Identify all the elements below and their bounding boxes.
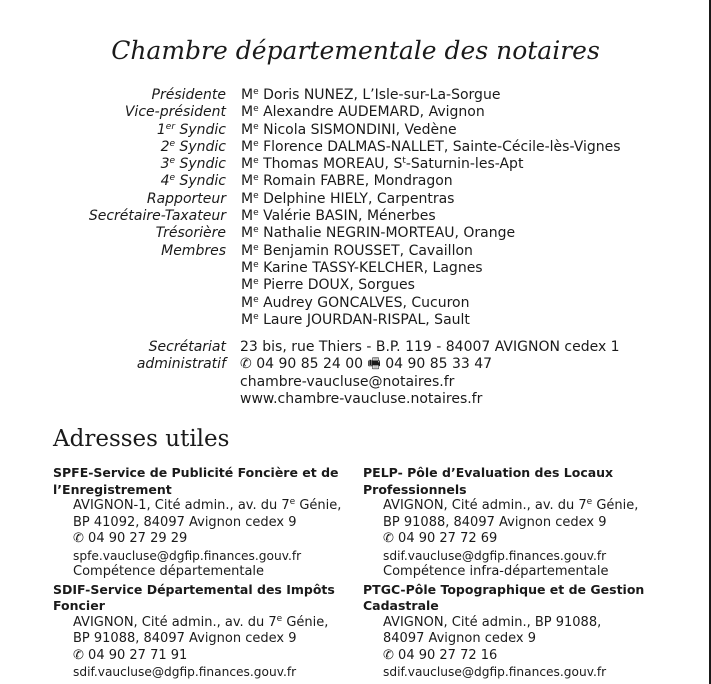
member-name: Me Pierre DOUX, Sorgues (241, 277, 415, 294)
phone-icon: ✆ (73, 531, 84, 546)
entry-address: BP 91088, 84097 Avignon cedex 9 (383, 514, 607, 530)
website-link[interactable]: www.chambre-vaucluse.notaires.fr (240, 390, 483, 407)
member-row (0, 260, 711, 277)
entry-address: BP 41092, 84097 Avignon cedex 9 (73, 514, 297, 530)
address-entry (363, 465, 663, 581)
page-title: Chambre départementale des notaires (111, 36, 600, 65)
member-name: Me Thomas MOREAU, $S^t-Saturnin-les$-Apt (241, 156, 524, 173)
secretariat-address: 23 bis, rue Thiers - B.P. 119 - 84007 AVIGNON cedex 1 (240, 339, 620, 355)
entry-title: SPFE-Service de Publicité Foncière et de l’Enregistrement (53, 465, 339, 497)
role-label: 4e Syndic (160, 173, 226, 190)
secretariat-row (0, 339, 711, 356)
member-name: Me Laure JOURDAN-RISPAL, Sault (241, 311, 470, 328)
role-label: Vice-président (124, 104, 226, 121)
member-name: Me Florence DALMAS-NALLET, Sainte-Cécile-lès-Vignes (241, 138, 621, 155)
member-row (0, 139, 711, 156)
entry-address: AVIGNON, Cité admin., BP 91088, (383, 614, 602, 630)
member-row (0, 295, 711, 312)
fax-icon: 🖷 (367, 356, 381, 373)
member-name: Me Audrey GONCALVES, Cucuron (241, 294, 470, 311)
address-entry (363, 582, 663, 681)
entry-note: Compétence infra-départementale (383, 564, 609, 579)
secretariat-row (0, 374, 711, 391)
entry-phone: ✆ 04 90 27 72 69 (383, 531, 498, 546)
secretariat-row (0, 391, 711, 408)
member-row (0, 208, 711, 225)
member-row (0, 312, 711, 329)
member-name: Me Karine TASSY-KELCHER, Lagnes (241, 259, 483, 276)
member-name: Me Alexandre AUDEMARD, Avignon (241, 104, 485, 121)
entry-phone: ✆ 04 90 27 72 16 (383, 647, 498, 663)
entry-email[interactable]: sdif.vaucluse@dgfip.finances.gouv.fr (383, 665, 607, 679)
member-row (0, 173, 711, 190)
role-label: 1er Syndic (156, 121, 226, 138)
entry-email[interactable]: sdif.vaucluse@dgfip.finances.gouv.fr (73, 665, 297, 679)
member-name: Me Romain FABRE, Mondragon (241, 173, 453, 190)
address-entry (53, 582, 353, 681)
member-row (0, 277, 711, 294)
member-row (0, 156, 711, 173)
role-label: Présidente (151, 87, 226, 103)
board-members-list (0, 87, 711, 329)
member-name: Me Nathalie NEGRIN-MORTEAU, Orange (241, 225, 516, 242)
addresses-right-column (363, 465, 663, 682)
entry-address: AVIGNON, Cité admin., av. du 7e Génie, (383, 497, 639, 513)
phone-icon: ✆ (73, 647, 84, 663)
entry-address: AVIGNON-1, Cité admin., av. du 7e Génie, (73, 497, 342, 513)
member-name: Me Delphine HIELY, Carpentras (241, 190, 455, 207)
entry-title: SDIF-Service Départemental des Impôts Foncier (53, 581, 335, 613)
entry-title: PTGC-Pôle Topographique et de Gestion Cadastrale (363, 581, 645, 613)
member-name: Me Valérie BASIN, Ménerbes (241, 208, 436, 225)
phone-icon: ✆ (383, 531, 394, 546)
member-row (0, 225, 711, 242)
secretariat-row (0, 356, 711, 373)
role-label: 3e Syndic (160, 156, 226, 173)
phone-number: 04 90 85 24 00 (256, 356, 364, 373)
secretariat-label: administratif (136, 356, 226, 373)
role-label: Trésorière (155, 225, 226, 242)
phone-icon: ✆ (383, 647, 394, 663)
secretariat-block (0, 339, 711, 408)
member-name: Me Doris NUNEZ, L’Isle-sur-La-Sorgue (241, 87, 501, 103)
fax-number: 04 90 85 33 47 (385, 356, 493, 373)
entry-phone: ✆ 04 90 27 29 29 (73, 531, 188, 546)
role-label: Rapporteur (146, 190, 226, 207)
secretariat-label: Secrétariat (148, 339, 226, 355)
email-link[interactable]: chambre-vaucluse@notaires.fr (240, 373, 455, 390)
address-entry (53, 465, 353, 581)
role-label: Membres (161, 242, 226, 259)
entry-address: 84097 Avignon cedex 9 (383, 631, 537, 646)
entry-email[interactable]: sdif.vaucluse@dgfip.finances.gouv.fr (383, 548, 607, 563)
member-name: Me Benjamin ROUSSET, Cavaillon (241, 242, 473, 259)
entry-title: PELP- Pôle d’Evaluation des Locaux Professionnels (363, 465, 614, 497)
member-row (0, 243, 711, 260)
entry-note: Compétence départementale (73, 564, 265, 579)
member-name: Me Nicola SISMONDINI, Vedène (241, 121, 457, 138)
phone-icon: ✆ (240, 356, 252, 373)
entry-phone: ✆ 04 90 27 71 91 (73, 647, 188, 663)
section-heading: Adresses utiles (53, 426, 230, 452)
member-row (0, 122, 711, 139)
entry-email[interactable]: spfe.vaucluse@dgfip.finances.gouv.fr (73, 548, 302, 563)
role-label: 2e Syndic (160, 138, 226, 155)
member-row (0, 87, 711, 104)
role-label: Secrétaire-Taxateur (88, 208, 226, 225)
entry-address: AVIGNON, Cité admin., av. du 7e Génie, (73, 613, 329, 630)
entry-address: BP 91088, 84097 Avignon cedex 9 (73, 631, 297, 646)
secretariat-contact (240, 356, 492, 373)
member-row (0, 191, 711, 208)
member-row (0, 104, 711, 121)
addresses-left-column (53, 465, 353, 682)
